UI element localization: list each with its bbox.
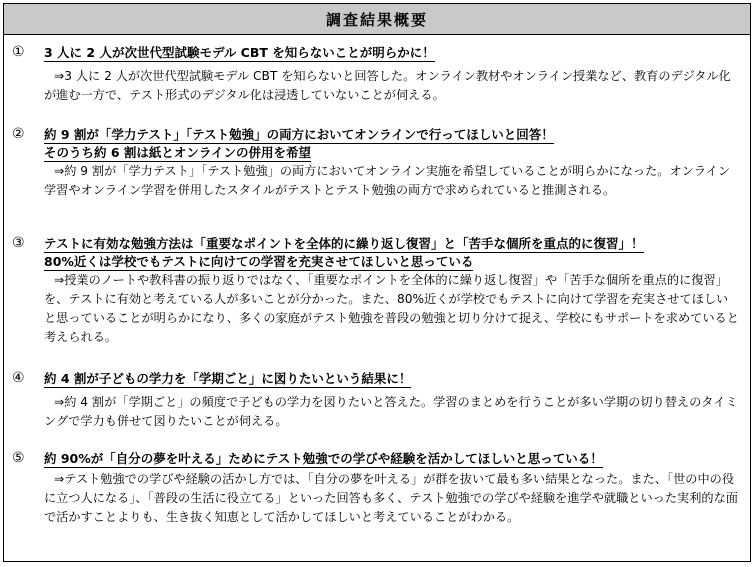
finding-body: ⇒約 9 割が「学力テスト」「テスト勉強」の両方においてオンライン実施を希望していることが明らかになった。オンライン学習やオンライン学習を併用したスタイルがテストとテスト勉強の両方で求められていると推測される。	[44, 164, 731, 197]
headline-line: テストに有効な勉強方法は「重要なポイントを全体的に繰り返し復習」と「苦手な個所を重点的に復習」！	[44, 236, 644, 251]
finding-headline	[44, 450, 603, 468]
finding-number: ②	[12, 126, 25, 142]
finding-number: ④	[12, 370, 25, 386]
finding-body: ⇒約 4 割が「学期ごと」の頻度で子どもの学力を図りたいと答えた。学習のまとめを行うことが多い学期の切り替えのタイミングで学力も併せて図りたいことが伺える。	[44, 395, 738, 428]
finding-number: ③	[12, 235, 25, 251]
finding-headline	[44, 370, 411, 388]
finding-headline	[44, 44, 435, 62]
headline-line: 約 4 割が子どもの学力を「学期ごと」に図りたいという結果に！	[44, 371, 412, 386]
summary-box	[3, 3, 751, 562]
headline-line: 3 人に 2 人が次世代型試験モデル CBT を知らないことが明らかに！	[44, 45, 435, 60]
finding-body: ⇒テスト勉強での学びや経験の活かし方では、「自分の夢を叶える」が群を抜いて最も多い結果となった。また、「世の中の役に立つ人になる」、「普段の生活に役立てる」といった回答も多く、テスト勉強での学びや経験を進学や就職といった実利的な面で活かすことよりも、生き抜く知恵として活かしてほしいと考えていることがわかる。	[44, 472, 738, 524]
finding-body: ⇒授業のノートや教科書の振り返りではなく、「重要なポイントを全体的に繰り返し復習」や「苦手な個所を重点的に復習」を、テストに有効と考えている人が多いことが分かった。また、80%近くが学校でもテストに向けて学習を充実させてほしいと思っていることが明らかになり、多くの家庭がテスト勉強を普段の勉強と切り分けて捉え、学校にもサポートを求めていると考えられる。	[44, 273, 739, 344]
headline-line: 80%近くは学校でもテストに向けての学習を充実させてほしいと思っている	[44, 254, 474, 269]
headline-line: 約 90%が「自分の夢を叶える」ためにテスト勉強での学びや経験を活かしてほしいと思っている！	[44, 451, 603, 466]
finding-number: ①	[12, 44, 25, 60]
finding-number: ⑤	[12, 450, 25, 466]
headline-line: そのうち約 6 割は紙とオンラインの併用を希望	[44, 145, 312, 160]
headline-line: 約 9 割が「学力テスト」「テスト勉強」の両方においてオンラインで行ってほしいと回答！	[44, 127, 554, 142]
finding-headline	[44, 126, 554, 162]
finding-body: ⇒3 人に 2 人が次世代型試験モデル CBT を知らないと回答した。オンライン教材やオンライン授業など、教育のデジタル化が進む一方で、テスト形式のデジタル化は浸透していないことが伺える。	[44, 69, 731, 102]
finding-headline	[44, 235, 644, 271]
summary-title: 調査結果概要	[4, 4, 750, 35]
